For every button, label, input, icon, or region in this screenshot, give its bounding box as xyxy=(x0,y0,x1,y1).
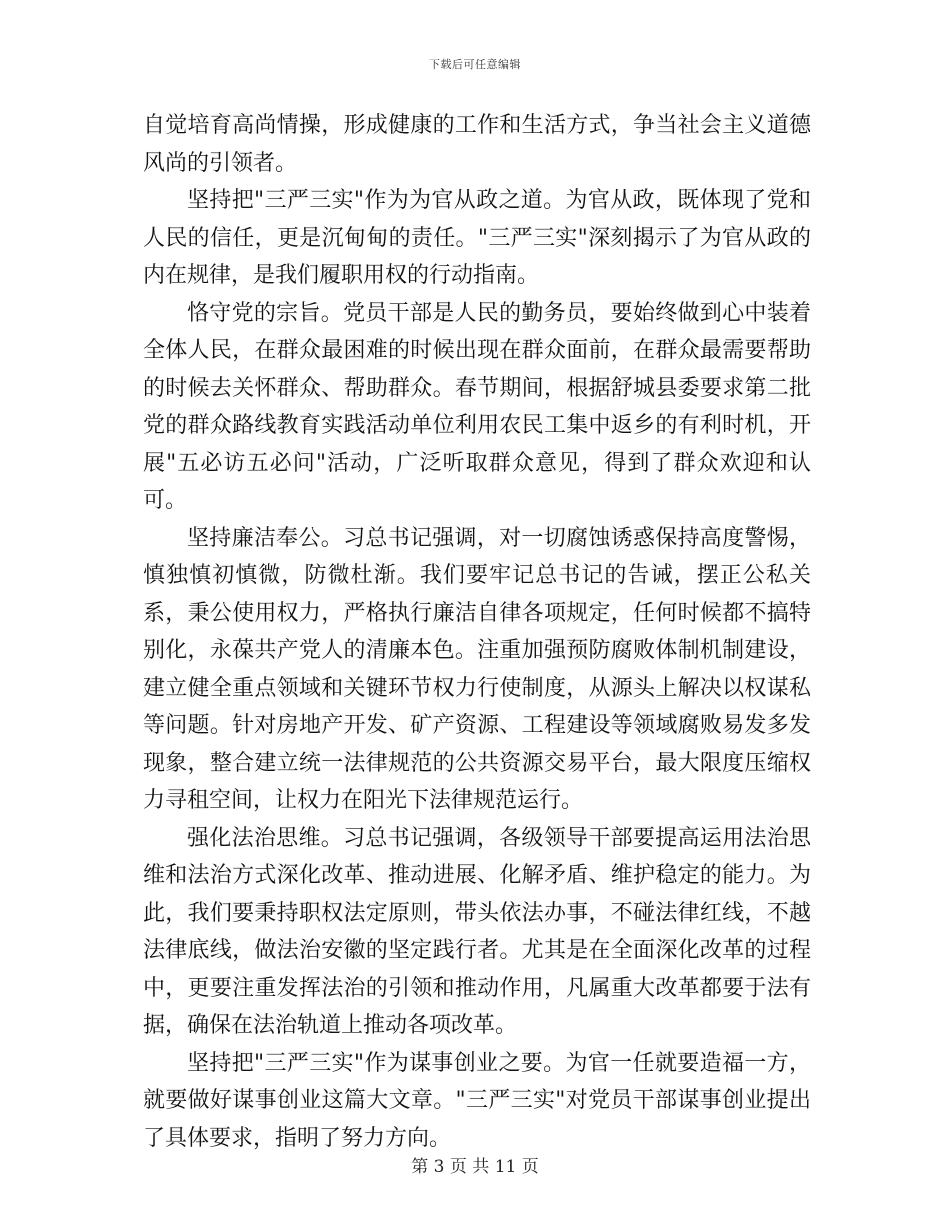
page-number: 第 3 页 共 11 页 xyxy=(411,1157,539,1177)
document-body xyxy=(143,107,811,1157)
paragraph-party-purpose: 恪守党的宗旨。党员干部是人民的勤务员，要始终做到心中装着全体人民，在群众最困难的时候出现在群众面前，在群众最需要帮助的时候去关怀群众、帮助群众。春节期间，根据舒城县委要求第二批党的群众路线教育实践活动单位利用农民工集中返乡的有利时机，开展"五必访五必问"活动，广泛听取群众意见，得到了群众欢迎和认可。 xyxy=(143,300,811,513)
paragraph-continuation: 自觉培育高尚情操，形成健康的工作和生活方式，争当社会主义道德风尚的引领者。 xyxy=(143,113,811,176)
paragraph-sanyan-sanshi-governance: 坚持把"三严三实"作为为官从政之道。为官从政，既体现了党和人民的信任，更是沉甸甸的责任。"三严三实"深刻揭示了为官从政的内在规律，是我们履职用权的行动指南。 xyxy=(143,188,811,288)
paragraph-integrity: 坚持廉洁奉公。习总书记强调，对一切腐蚀诱惑保持高度警惕，慎独慎初慎微，防微杜渐。我们要牢记总书记的告诫，摆正公私关系，秉公使用权力，严格执行廉洁自律各项规定，任何时候都不搞特别化，永葆共产党人的清廉本色。注重加强预防腐败体制机制建设，建立健全重点领域和关键环节权力行使制度，从源头上解决以权谋私等问题。针对房地产开发、矿产资源、工程建设等领域腐败易发多发现象，整合建立统一法律规范的公共资源交易平台，最大限度压缩权力寻租空间，让权力在阳光下法律规范运行。 xyxy=(143,525,811,813)
paragraph-sanyan-sanshi-enterprise: 坚持把"三严三实"作为谋事创业之要。为官一任就要造福一方，就要做好谋事创业这篇大文章。"三严三实"对党员干部谋事创业提出了具体要求，指明了努力方向。 xyxy=(143,1050,811,1151)
paragraph-rule-of-law: 强化法治思维。习总书记强调，各级领导干部要提高运用法治思维和法治方式深化改革、推动进展、化解矛盾、维护稳定的能力。为此，我们要秉持职权法定原则，带头依法办事，不碰法律红线，不越法律底线，做法治安徽的坚定践行者。尤其是在全面深化改革的过程中，更要注重发挥法治的引领和推动作用，凡属重大改革都要于法有据，确保在法治轨道上推动各项改革。 xyxy=(143,825,811,1038)
page-header-note: 下载后可任意编辑 xyxy=(429,58,521,71)
